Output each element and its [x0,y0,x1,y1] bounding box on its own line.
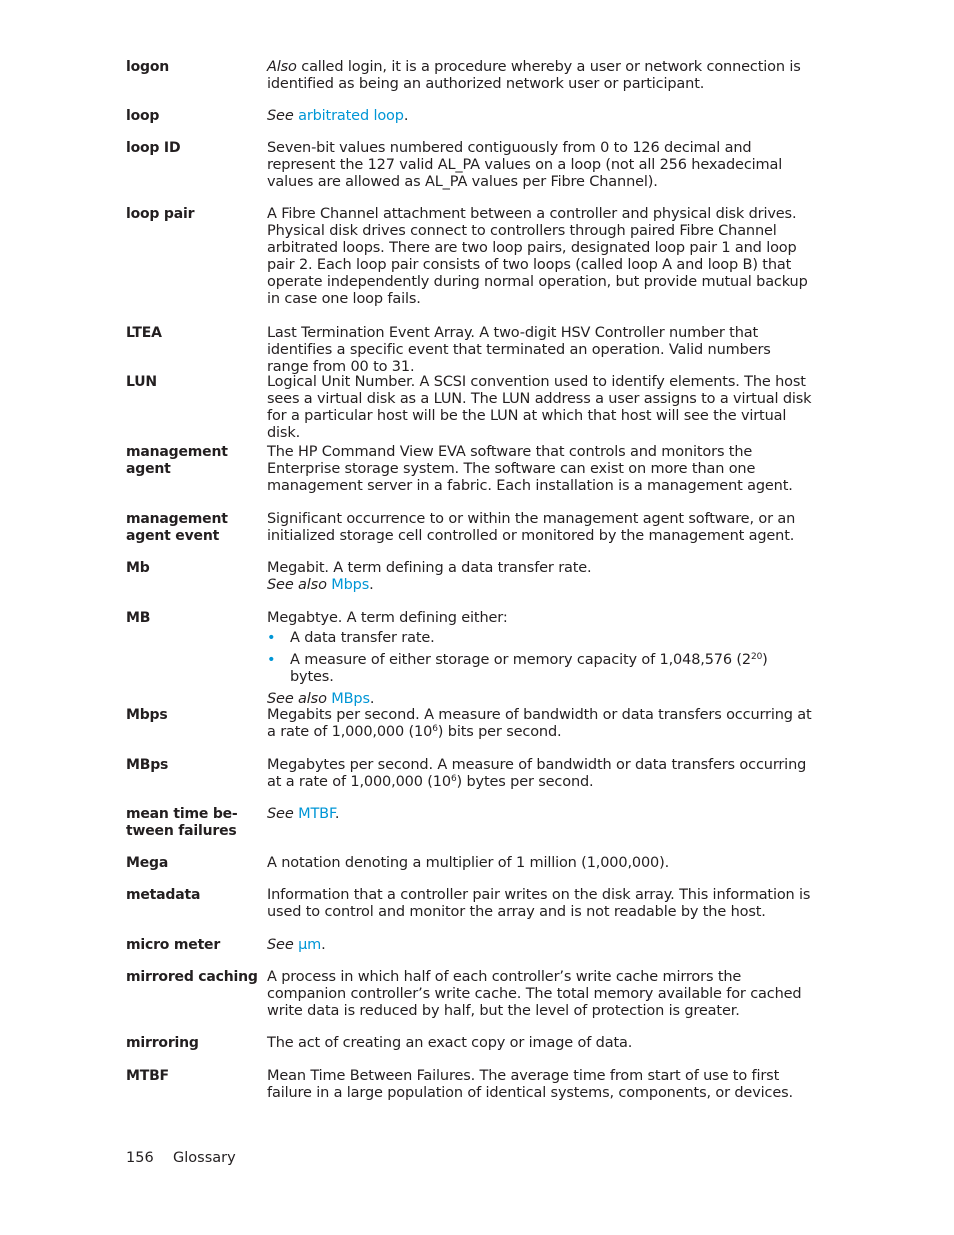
definition-mean-time-between-failures [267,806,812,823]
definition-mbps-bytes [267,757,812,791]
see-also-line [267,577,812,594]
term-mbps: Mbps [126,707,168,723]
term-micro-meter: micro meter [126,937,221,953]
punct: . [369,691,375,707]
term-mb-megabyte: MB [126,610,151,626]
term-mean-time-between-failures: mean time be- tween failures [126,806,238,839]
bullet-list [267,630,812,686]
punct: . [321,937,326,953]
bullet-item [267,630,812,647]
punct: . [369,577,374,593]
link-micrometer[interactable]: µm [298,937,322,953]
definition-mega: A notation denoting a multiplier of 1 million (1,000,000). [267,855,670,871]
definition-mtbf: Mean Time Between Failures. The average time from start of use to first failure in a large population of identical systems, components, or devices. [267,1068,793,1101]
see-label: See [267,108,294,124]
definition-ltea: Last Termination Event Array. A two-digit HSV Controller number that identifies a specific event that terminated an operation. Valid numbers range from 00 to 31. [267,325,771,375]
superscript: 6 [450,774,457,784]
footer-section: Glossary [173,1150,236,1166]
term-mirrored-caching: mirrored caching [126,969,258,985]
link-arbitrated-loop[interactable]: arbitrated loop [298,108,404,124]
link-mbps-megabytes[interactable]: MBps [331,691,370,707]
bullet-text-end: ) bytes. [290,652,768,685]
superscript: 20 [751,652,763,662]
see-also-label: See also [267,691,327,707]
definition-management-agent-event: Significant occurrence to or within the management agent software, or an initialized storage cell controlled or monitored by the management agent. [267,511,796,544]
link-mbps-megabits[interactable]: Mbps [331,577,370,593]
bullet-icon: • [267,630,276,646]
punct: . [334,806,340,822]
bullet-text: A measure of either storage or memory capacity of 1,048,576 (2 [290,652,752,668]
definition-management-agent: The HP Command View EVA software that controls and monitors the Enterprise storage system. The software can exist on more than one management server in a fabric. Each installation is a management agent. [267,444,793,494]
definition-mbps [267,707,812,741]
term-mb-megabit: Mb [126,560,150,576]
see-also-label: See also [267,577,327,593]
definition-text: Megabits per second. A measure of bandwidth or data transfers occurring at a rate of 1,000,000 (10 [267,707,812,740]
bullet-icon: • [267,652,276,668]
superscript: 6 [432,724,438,734]
term-metadata: metadata [126,887,201,903]
definition-mirroring: The act of creating an exact copy or image of data. [267,1035,633,1051]
term-ltea: LTEA [126,325,162,341]
definition-mb-megabit [267,560,812,594]
definition-micro-meter [267,937,812,954]
term-mtbf: MTBF [126,1068,169,1084]
term-mirroring: mirroring [126,1035,199,1051]
term-loop: loop [126,108,160,124]
definition-logon-text: called login, it is a procedure whereby a user or network connection is identified as being an authorized network user or participant. [267,59,801,92]
term-mbps-bytes: MBps [126,757,169,773]
definition-text: Megabit. A term defining a data transfer rate. [267,560,592,576]
link-mtbf[interactable]: MTBF [298,806,335,822]
definition-text-end: ) bits per second. [437,724,562,740]
term-management-agent: management agent [126,444,228,477]
definition-loop [267,108,812,125]
term-loop-id: loop ID [126,140,181,156]
definition-mb-megabyte [267,610,812,708]
term-lun: LUN [126,374,157,390]
definition-text-end: ) bytes per second. [456,774,594,790]
see-label: See [267,806,294,822]
definition-mirrored-caching: A process in which half of each controller’s write cache mirrors the companion controller’s write cache. The total memory available for cached write data is reduced by half, but the level of protection is greater. [267,969,802,1019]
term-loop-pair: loop pair [126,206,195,222]
see-also-line [267,691,812,708]
page-footer [126,1150,236,1166]
definition-logon-italic: Also [267,59,297,75]
definition-metadata: Information that a controller pair writes on the disk array. This information is used to control and monitor the array and is not readable by the host. [267,887,811,920]
term-mega: Mega [126,855,169,871]
bullet-item [267,652,812,686]
definition-logon [267,59,812,93]
term-logon: logon [126,59,170,75]
definition-lun: Logical Unit Number. A SCSI convention used to identify elements. The host sees a virtual disk as a LUN. The LUN address a user assigns to a virtual disk for a particular host will be the LUN at which that host will see the virtual disk. [267,374,812,441]
punct: . [403,108,409,124]
definition-text: Megabytes per second. A measure of bandwidth or data transfers occurring at a rate of 1,000,000 (10 [267,757,807,790]
definition-text: Megabtye. A term defining either: [267,610,508,626]
definition-loop-pair: A Fibre Channel attachment between a controller and physical disk drives. Physical disk drives connect to controllers through paired Fibre Channel arbitrated loops. There are two loop pairs, designated loop pair 1 and loop pair 2. Each loop pair consists of two loops (called loop A and loop B) that operate independently during normal operation, but provide mutual backup in case one loop fails. [267,206,808,307]
term-management-agent-event: management agent event [126,511,228,544]
definition-loop-id: Seven-bit values numbered contiguously from 0 to 126 decimal and represent the 127 valid AL_PA values on a loop (not all 256 hexadecimal values are allowed as AL_PA values per Fibre Channel). [267,140,783,190]
bullet-text: A data transfer rate. [290,630,435,646]
see-label: See [267,937,294,953]
page-number: 156 [126,1150,154,1166]
